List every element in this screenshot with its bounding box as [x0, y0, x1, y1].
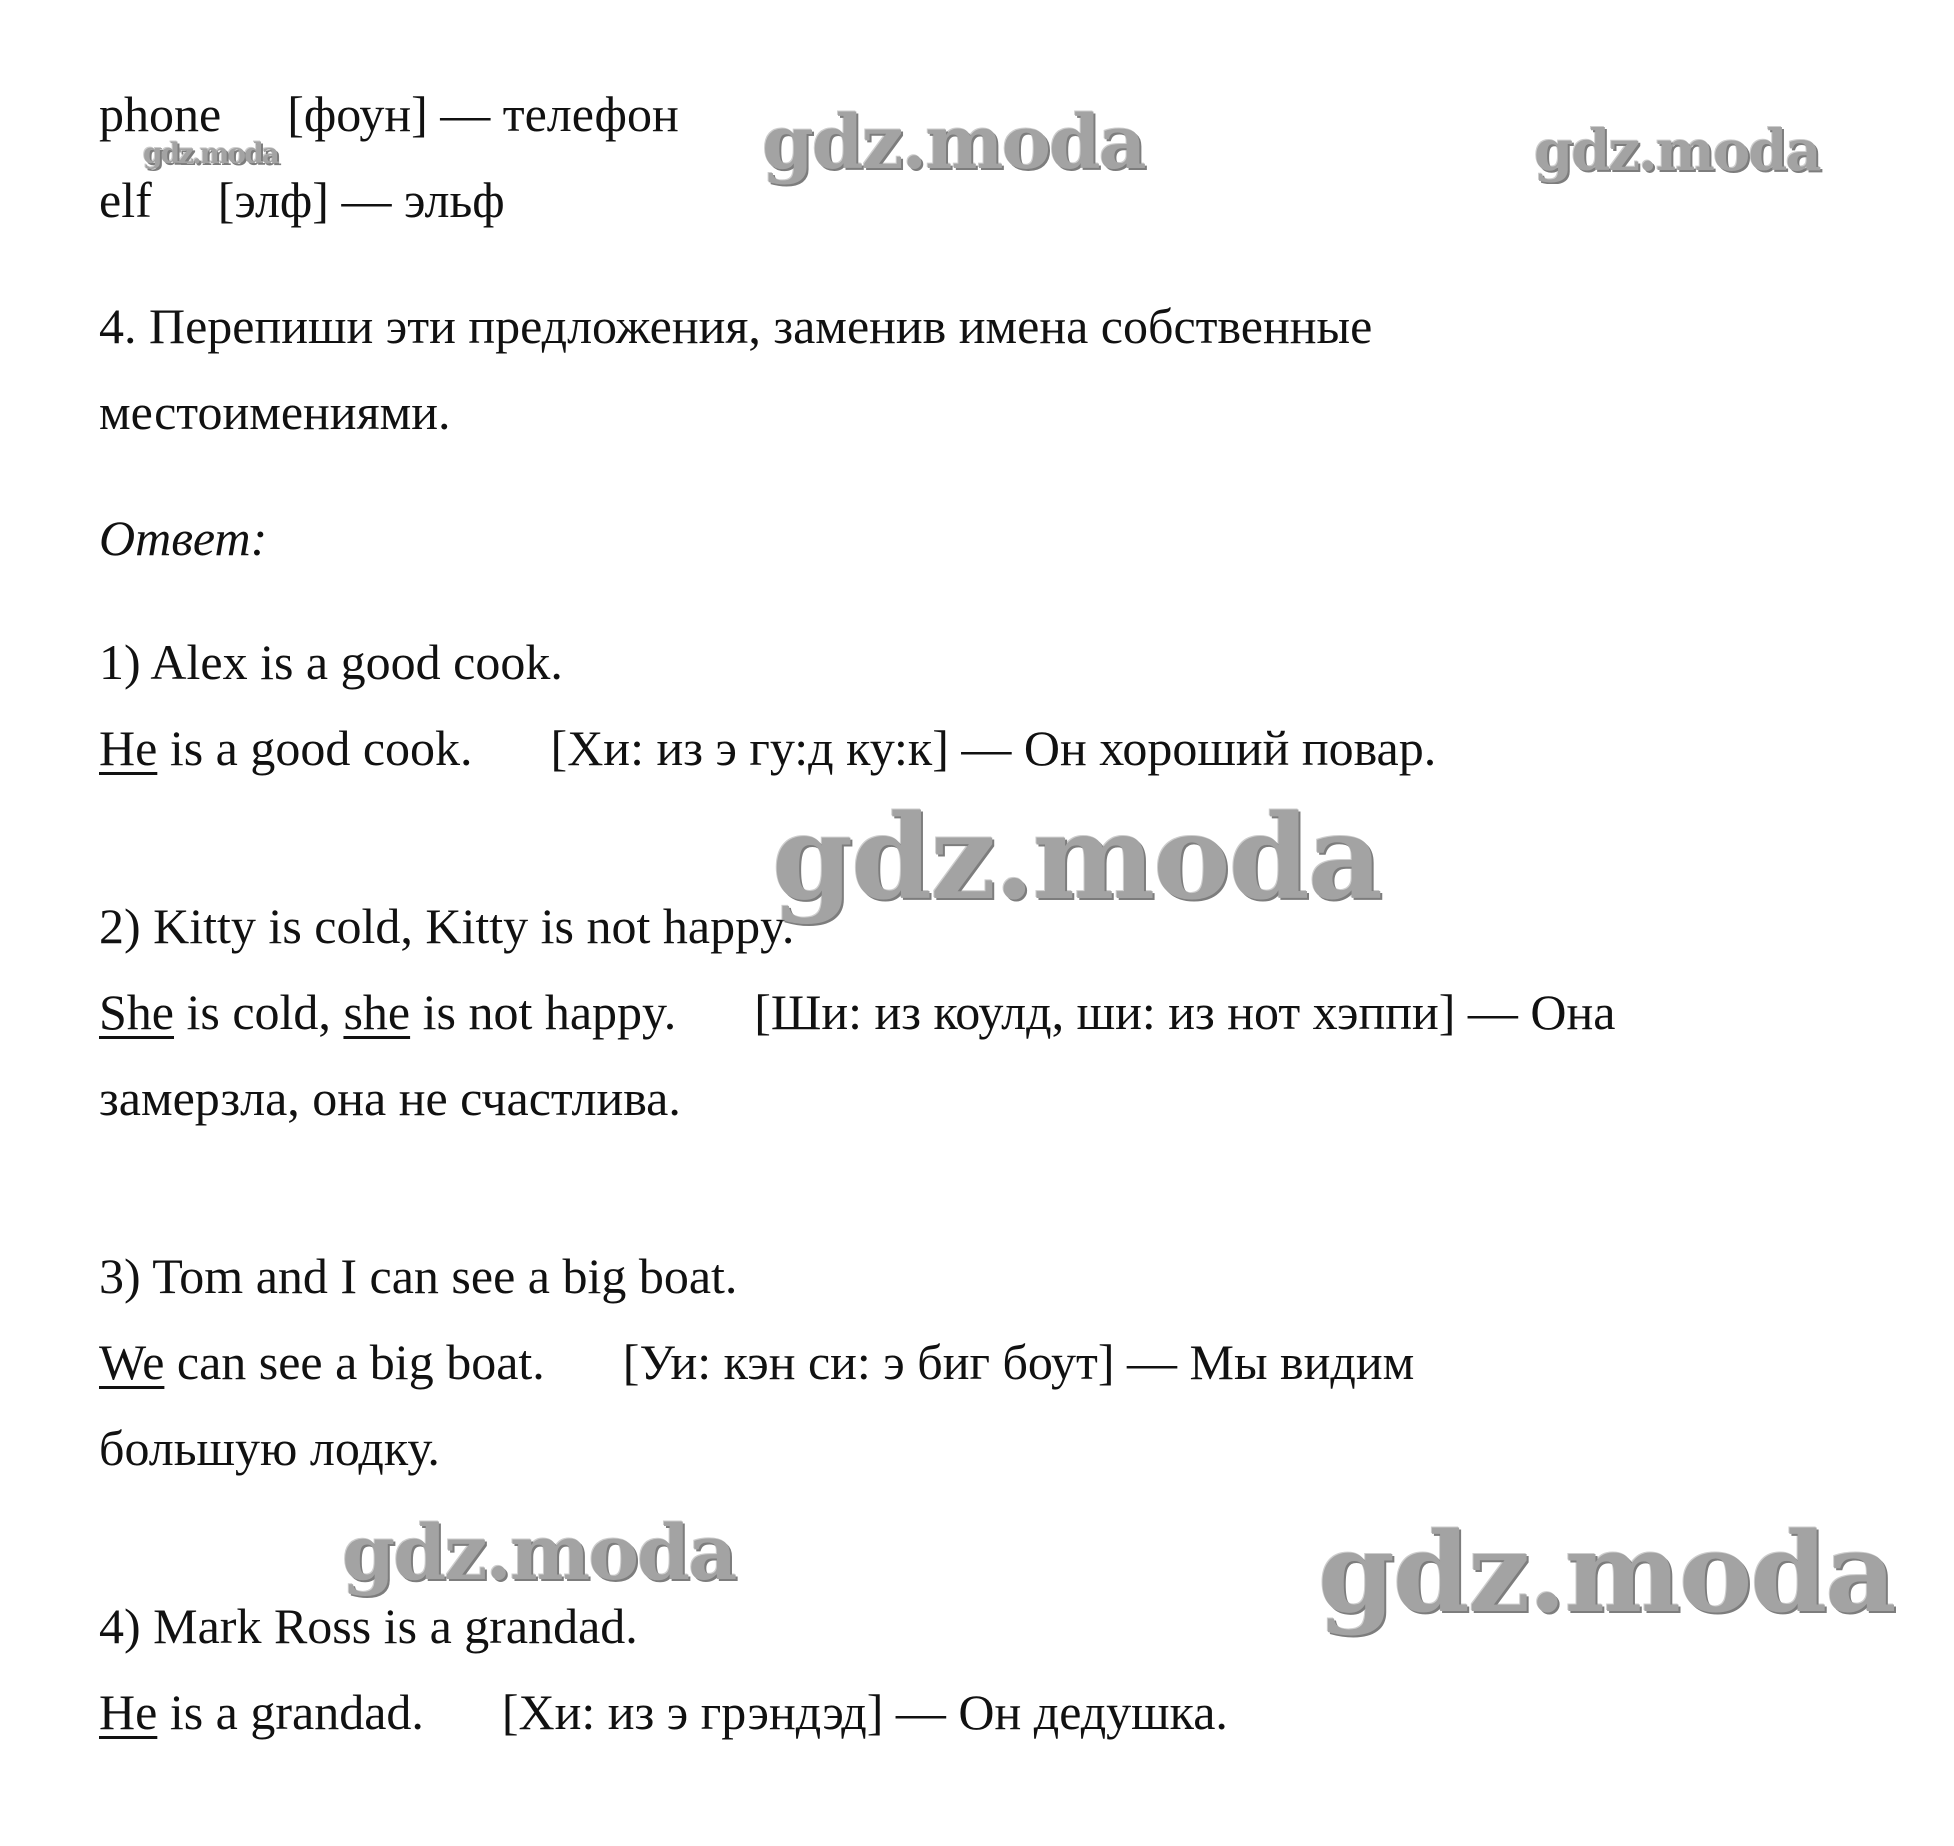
item-2-translation-cont: замерзла, она не счастлива. [99, 1070, 681, 1126]
item-3-translation-cont: большую лодку. [99, 1420, 440, 1476]
watermark-logo: gdz.moda [143, 137, 278, 170]
item-3-original: 3) Tom and I can see a big boat. [99, 1248, 738, 1304]
item-1-answer [99, 718, 1436, 778]
vocab-line-elf [99, 170, 505, 230]
answer-label: Ответ: [99, 510, 268, 566]
item-4-original: 4) Mark Ross is a grandad. [99, 1598, 638, 1654]
translation: [Хи: из э гу:д ку:к] — Он хороший повар. [550, 720, 1437, 776]
translation: [Ши: из коулд, ши: из нот хэппи] — Она [754, 984, 1616, 1040]
item-2-original: 2) Kitty is cold, Kitty is not happy. [99, 898, 795, 954]
item-2-answer [99, 982, 1615, 1042]
vocab-transcription: [фоун] — телефон [287, 86, 679, 142]
pronoun: He [99, 720, 158, 776]
sentence-rest: is a grandad. [157, 1684, 424, 1740]
vocab-word: elf [99, 172, 152, 228]
pronoun: She [99, 984, 174, 1040]
watermark-logo: gdz.moda [342, 1508, 736, 1597]
item-1-original: 1) Alex is a good cook. [99, 634, 563, 690]
sentence-rest: can see a big boat. [164, 1334, 545, 1390]
pronoun: We [99, 1334, 165, 1390]
pronoun: she [343, 984, 411, 1040]
translation: [Уи: кэн си: э биг боут] — Мы видим [622, 1334, 1415, 1390]
watermark-logo: gdz.moda [1534, 118, 1820, 184]
watermark-logo: gdz.moda [1318, 1508, 1895, 1637]
vocab-line-phone [99, 84, 679, 144]
watermark-logo: gdz.moda [772, 790, 1381, 926]
task-text-line-2: местоимениями. [99, 384, 451, 440]
watermark-logo: gdz.moda [762, 100, 1145, 186]
vocab-word: phone [99, 86, 222, 142]
sentence-rest: is a good cook. [157, 720, 473, 776]
translation: [Хи: из э грэндэд] — Он дедушка. [501, 1684, 1228, 1740]
vocab-transcription: [элф] — эльф [217, 172, 505, 228]
pronoun: He [99, 1684, 158, 1740]
task-text-line-1: 4. Перепиши эти предложения, заменив имена собственные [99, 298, 1373, 354]
item-4-answer [99, 1682, 1228, 1742]
sentence-rest: is cold, [174, 984, 344, 1040]
item-3-answer [99, 1332, 1414, 1392]
sentence-rest: is not happy. [410, 984, 677, 1040]
